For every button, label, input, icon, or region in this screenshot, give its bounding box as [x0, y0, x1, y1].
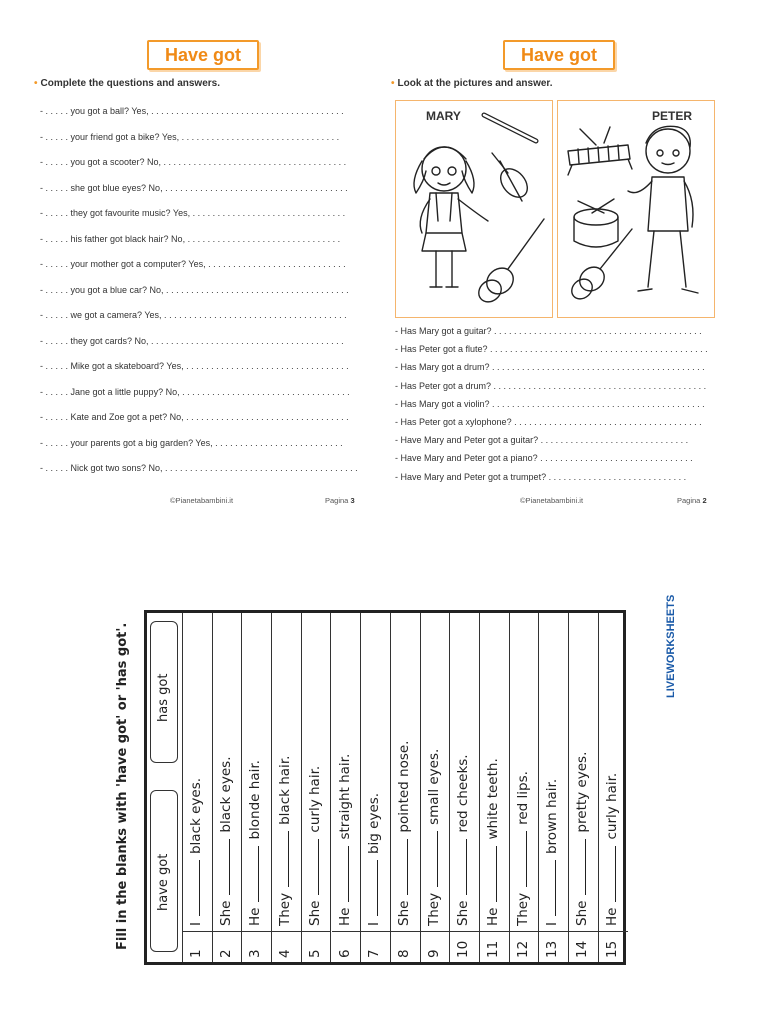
- answer-blank[interactable]: [248, 846, 259, 902]
- row-number: 13: [544, 940, 561, 958]
- left-question-item: - . . . . . they got favourite music? Yes, . . . . . . . . . . . . . . . . . . . . . . . . . . . . . . .: [40, 208, 346, 218]
- row-subject: He: [247, 907, 264, 926]
- row-sentence: [396, 741, 412, 926]
- right-question-item: - Have Mary and Peter got a trumpet? . . . . . . . . . . . . . . . . . . . . . . . . . . . .: [395, 471, 687, 482]
- row-subject: He: [485, 907, 501, 926]
- right-footer-brand: ©Pianetabambini.it: [520, 496, 584, 505]
- row-sentence: [218, 757, 234, 927]
- row-subject: He: [603, 907, 620, 926]
- row-subject: He: [336, 907, 353, 926]
- fill-blank-row: [450, 613, 480, 962]
- left-question-item: - . . . . . your friend got a bike? Yes, . . . . . . . . . . . . . . . . . . . . . . . . . . . . . . . .: [40, 131, 340, 142]
- right-worksheet: [385, 0, 745, 515]
- row-number: 14: [574, 940, 591, 958]
- right-question-item: - Have Mary and Peter got a guitar? . . . . . . . . . . . . . . . . . . . . . . . . . . . . . .: [395, 435, 689, 446]
- fill-blank-row: [599, 613, 629, 962]
- right-question-item: - Has Peter got a drum? . . . . . . . . . . . . . . . . . . . . . . . . . . . . . . . . . . . . . . . . . . .: [395, 380, 707, 391]
- mary-illustration: [396, 101, 552, 317]
- left-footer-brand: ©Pianetabambini.it: [170, 496, 234, 505]
- bullet-icon: •: [391, 78, 395, 89]
- row-number: 5: [306, 949, 323, 958]
- row-sentence: [277, 756, 293, 926]
- row-number: 11: [485, 940, 501, 958]
- left-question-list: [40, 106, 370, 489]
- left-instruction: [34, 78, 220, 89]
- left-question-item: - . . . . . Jane got a little puppy? No, . . . . . . . . . . . . . . . . . . . . . . . . . . . . . . . . . .: [40, 386, 350, 397]
- answer-blank[interactable]: [575, 839, 586, 895]
- row-number-cell: [183, 931, 212, 962]
- liveworksheets-logo: [664, 578, 678, 698]
- fill-blanks-table: [144, 610, 626, 965]
- bullet-icon: •: [34, 78, 38, 89]
- row-sentence: [366, 793, 382, 926]
- row-ending: red cheeks.: [455, 754, 472, 833]
- left-title: Have got: [147, 40, 259, 70]
- left-worksheet: [20, 0, 380, 515]
- answer-blank[interactable]: [219, 839, 230, 895]
- option-has-got-box: [150, 621, 178, 763]
- row-sentence: [604, 773, 620, 926]
- row-number: 4: [277, 949, 294, 958]
- row-number: 6: [336, 949, 353, 958]
- row-number: 7: [366, 949, 383, 958]
- peter-illustration: [558, 101, 714, 317]
- right-page-label: Pagina: [677, 496, 701, 505]
- left-instruction-text: Complete the questions and answers.: [40, 78, 220, 89]
- row-subject: They: [425, 892, 442, 926]
- left-page-number: 3: [350, 496, 355, 505]
- row-ending: curly hair.: [306, 765, 323, 833]
- left-question-item: - . . . . . you got a ball? Yes, . . . . . . . . . . . . . . . . . . . . . . . . . . . . . . . . . . . . . . .: [40, 106, 344, 116]
- row-number-cell: [539, 931, 568, 962]
- row-number-cell: [213, 931, 242, 962]
- left-question-item: - . . . . . his father got black hair? No, . . . . . . . . . . . . . . . . . . . . . . . . . . . . . . .: [40, 233, 341, 244]
- liveworksheets-brand: LIVEWORKSHEETS: [665, 594, 677, 698]
- left-question-item: - . . . . . she got blue eyes? No, . . . . . . . . . . . . . . . . . . . . . . . . . . . . . . . . . . . . .: [40, 182, 348, 193]
- fill-blank-row: [183, 613, 213, 962]
- row-ending: red lips.: [514, 771, 531, 825]
- left-page-label: Pagina: [325, 496, 349, 505]
- row-ending: black hair.: [277, 755, 294, 825]
- left-question-item: - . . . . . you got a blue car? No, . . . . . . . . . . . . . . . . . . . . . . . . . . . . . . . . . . . . .: [40, 284, 349, 295]
- right-question-item: - Has Peter got a flute? . . . . . . . . . . . . . . . . . . . . . . . . . . . . . . . . . . . . . . . . . . . .: [395, 344, 708, 355]
- row-ending: straight hair.: [336, 753, 353, 840]
- fill-blank-row: [569, 613, 599, 962]
- answer-blank[interactable]: [397, 839, 408, 895]
- row-sentence: [485, 758, 501, 926]
- row-number: 1: [188, 949, 204, 958]
- answer-blank[interactable]: [456, 839, 467, 895]
- row-sentence: [307, 766, 323, 926]
- answer-blank[interactable]: [486, 846, 497, 902]
- row-number: 3: [247, 949, 264, 958]
- left-question-item: - . . . . . Nick got two sons? No, . . . . . . . . . . . . . . . . . . . . . . . . . . . . . . . . . . . . . . .: [40, 463, 358, 473]
- row-ending: black eyes.: [217, 756, 234, 833]
- right-title: Have got: [503, 40, 615, 70]
- peter-label: PETER: [651, 109, 692, 123]
- answer-blank[interactable]: [516, 831, 527, 887]
- row-sentence: [247, 760, 263, 926]
- row-sentence: [337, 754, 353, 926]
- left-question-item: - . . . . . you got a scooter? No, . . . . . . . . . . . . . . . . . . . . . . . . . . . . . . . . . . . . .: [40, 157, 347, 167]
- fill-blanks-worksheet: [110, 570, 670, 980]
- row-number-cell: [272, 931, 301, 962]
- row-number-cell: [569, 931, 598, 962]
- row-ending: big eyes.: [366, 792, 383, 855]
- peter-picture: [557, 100, 715, 318]
- fill-blanks-instruction: Fill in the blanks with 'have got' or 'has got'.: [115, 622, 130, 950]
- row-number: 9: [425, 949, 442, 958]
- row-subject: They: [514, 892, 531, 926]
- left-question-item: - . . . . . we got a camera? Yes, . . . . . . . . . . . . . . . . . . . . . . . . . . . . . . . . . . . . .: [40, 310, 347, 320]
- answer-blank[interactable]: [367, 860, 378, 916]
- row-sentence: [515, 771, 531, 926]
- row-ending: blonde hair.: [247, 760, 264, 840]
- row-number: 2: [217, 949, 234, 958]
- answer-blank[interactable]: [545, 860, 556, 916]
- right-question-list: [395, 326, 725, 490]
- row-number: 8: [395, 949, 412, 958]
- option-have-got-box: [150, 790, 178, 952]
- right-question-item: - Has Mary got a guitar? . . . . . . . . . . . . . . . . . . . . . . . . . . . . . . . . . . . . . . . . . .: [395, 326, 702, 336]
- mary-picture: [395, 100, 553, 318]
- row-ending: pretty eyes.: [574, 751, 591, 833]
- row-number: 10: [455, 940, 472, 958]
- row-subject: I: [366, 922, 383, 926]
- answer-blank[interactable]: [189, 860, 200, 916]
- row-number-cell: [391, 931, 420, 962]
- row-number-cell: [510, 931, 539, 962]
- right-page-number: 2: [702, 496, 707, 505]
- fill-blank-row: [302, 613, 332, 962]
- right-question-item: - Have Mary and Peter got a piano? . . . . . . . . . . . . . . . . . . . . . . . . . . . . . . .: [395, 453, 693, 464]
- option-has-got: has got: [156, 673, 171, 722]
- row-number-cell: [450, 931, 479, 962]
- options-column: [147, 613, 183, 962]
- row-subject: She: [574, 900, 591, 926]
- row-ending: curly hair.: [603, 772, 620, 840]
- fill-blank-row: [391, 613, 421, 962]
- answer-blank[interactable]: [427, 831, 438, 887]
- row-number: 15: [603, 940, 620, 958]
- row-ending: brown hair.: [544, 778, 561, 855]
- row-sentence: [426, 749, 442, 926]
- row-number-cell: [421, 931, 450, 962]
- fill-blank-row: [421, 613, 451, 962]
- right-instruction: [391, 78, 553, 89]
- row-subject: She: [395, 900, 412, 926]
- row-number: 12: [514, 940, 531, 958]
- fill-blank-row: [213, 613, 243, 962]
- fill-blank-row: [480, 613, 510, 962]
- answer-blank[interactable]: [278, 831, 289, 887]
- row-number-cell: [302, 931, 331, 962]
- row-number-cell: [361, 931, 390, 962]
- right-footer-page: [677, 496, 707, 505]
- left-question-item: - . . . . . your mother got a computer? Yes, . . . . . . . . . . . . . . . . . . . . . . . . . . . .: [40, 259, 346, 269]
- left-question-item: - . . . . . Kate and Zoe got a pet? No, . . . . . . . . . . . . . . . . . . . . . . . . . . . . . . . . .: [40, 412, 349, 422]
- option-have-got: have got: [156, 853, 171, 911]
- left-question-item: - . . . . . your parents got a big garden? Yes, . . . . . . . . . . . . . . . . . . . . . . . . . .: [40, 437, 343, 448]
- mary-label: MARY: [426, 109, 461, 123]
- right-question-item: - Has Peter got a xylophone? . . . . . . . . . . . . . . . . . . . . . . . . . . . . . . . . . . . . . .: [395, 416, 702, 427]
- row-ending: black eyes.: [188, 777, 204, 855]
- row-number-cell: [242, 931, 271, 962]
- row-number-cell: [599, 931, 629, 962]
- fill-blank-row: [332, 613, 362, 962]
- row-sentence: [188, 778, 204, 926]
- fill-blank-row: [242, 613, 272, 962]
- answer-blank[interactable]: [605, 846, 616, 902]
- right-instruction-text: Look at the pictures and answer.: [397, 78, 553, 89]
- row-sentence: [574, 752, 590, 926]
- fill-blank-row: [539, 613, 569, 962]
- row-subject: She: [306, 900, 323, 926]
- row-number-cell: [480, 931, 509, 962]
- fill-blank-row: [510, 613, 540, 962]
- left-footer-page: [325, 496, 355, 505]
- left-question-item: - . . . . . Mike got a skateboard? Yes, . . . . . . . . . . . . . . . . . . . . . . . . . . . . . . . . .: [40, 361, 349, 371]
- row-subject: I: [544, 922, 561, 926]
- row-ending: white teeth.: [485, 758, 501, 840]
- row-subject: I: [188, 922, 204, 926]
- row-subject: She: [455, 900, 472, 926]
- fill-blank-row: [361, 613, 391, 962]
- row-ending: pointed nose.: [395, 740, 412, 833]
- row-number-cell: [332, 931, 361, 962]
- row-sentence: [544, 779, 560, 926]
- answer-blank[interactable]: [338, 846, 349, 902]
- right-question-item: - Has Mary got a drum? . . . . . . . . . . . . . . . . . . . . . . . . . . . . . . . . . . . . . . . . . . .: [395, 362, 705, 373]
- fill-blank-row: [272, 613, 302, 962]
- right-question-item: - Has Mary got a violin? . . . . . . . . . . . . . . . . . . . . . . . . . . . . . . . . . . . . . . . . . . .: [395, 398, 705, 409]
- left-question-item: - . . . . . they got cards? No, . . . . . . . . . . . . . . . . . . . . . . . . . . . . . . . . . . . . . . .: [40, 335, 344, 346]
- answer-blank[interactable]: [308, 839, 319, 895]
- row-subject: They: [277, 892, 294, 926]
- row-subject: She: [217, 900, 234, 926]
- row-ending: small eyes.: [425, 748, 442, 825]
- row-sentence: [455, 754, 471, 926]
